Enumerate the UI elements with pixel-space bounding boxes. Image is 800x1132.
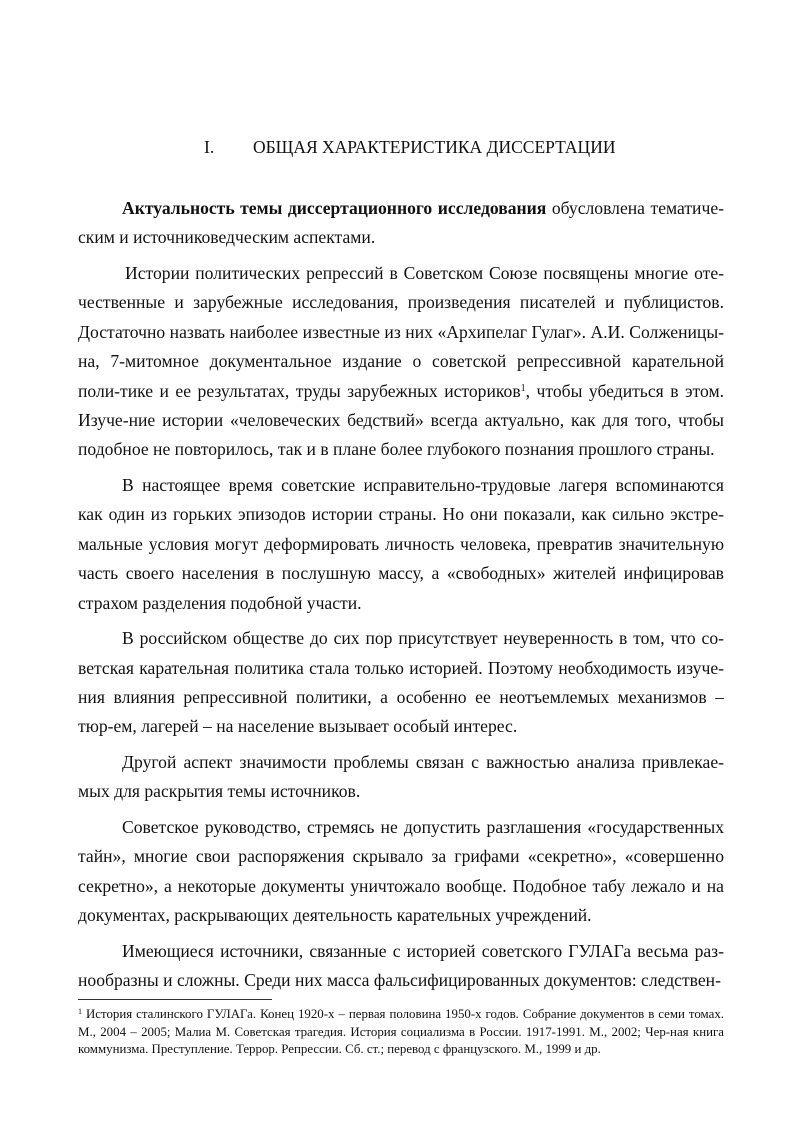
paragraph-relevance bbox=[78, 194, 724, 253]
paragraph-sources-aspect: Другой аспект значимости проблемы связан с важностью анализа привлекае-мых для раскрытия темы источников. bbox=[78, 752, 724, 802]
relevance-bold-lead: Актуальность темы диссертационного исследования bbox=[122, 198, 547, 218]
footnote-text: История сталинского ГУЛАГа. Конец 1920-х – первая половина 1950-х годов. Собрание документов в семи томах. М., 2004 – 2005; Малиа М. Советская трагедия. История социализма в России. 1917-1991. М., 2002; Чер-ная книга коммунизма. Преступление. Террор. Репрессии. Сб. ст.; перевод с французского. М., 1999 и др. bbox=[78, 1007, 724, 1056]
footnote-marker: 1 bbox=[78, 1007, 82, 1016]
relevance-text: обусловлена тематиче-ским и источниковедческим аспектами. bbox=[78, 198, 724, 248]
footnote-reference[interactable]: 1 bbox=[520, 382, 526, 394]
historiography-text-after: , чтобы убедиться в этом. Изуче-ние истории «человеческих бедствий» всегда актуально, как для того, чтобы подобное не повторилось, так и в плане более глубокого познания прошлого страны. bbox=[78, 380, 724, 460]
paragraph-secrecy: Советское руководство, стремясь не допустить разглашения «государственных тайн», многие свои распоряжения скрывало за грифами «секретно», «совершенно секретно», а некоторые документы уничтожало вообще. Подобное табу лежало и на документах, раскрывающих деятельность карательных учреждений. bbox=[78, 817, 724, 926]
paragraph-society: В российском обществе до сих пор присутствует неуверенность в том, что со-ветская карательная политика стала только историей. Поэтому необходимость изуче-ния влияния репрессивной политики, а особенно ее неотъемлемых механизмов – тюр-ем, лагерей – на население вызывает особый интерес. bbox=[78, 628, 724, 737]
body-text bbox=[78, 194, 724, 1002]
paragraph-historiography bbox=[78, 259, 724, 465]
footnote bbox=[78, 1006, 724, 1059]
footnote-divider bbox=[78, 999, 272, 1000]
paragraph-gulag-sources: Имеющиеся источники, связанные с историей советского ГУЛАГа весьма раз-нообразны и сложны. Среди них масса фальсифицированных документов: следствен- bbox=[78, 940, 724, 991]
historiography-text-before: Истории политических репрессий в Советском Союзе посвящены многие оте-чественные и зарубежные исследования, произведения писателей и публицистов. Достаточно назвать наиболее известные из них «Архипелаг Гулаг». А.И. Солженицы-на, 7-митомное документальное издание о советской репрессивной карательной поли-тике и ее результатах, труды зарубежных историков bbox=[78, 263, 724, 401]
section-title: ОБЩАЯ ХАРАКТЕРИСТИКА ДИССЕРТАЦИИ bbox=[253, 137, 616, 157]
section-number: I. bbox=[204, 137, 215, 157]
paragraph-camps: В настоящее время советские исправительно-трудовые лагеря вспоминаются как один из горьких эпизодов истории страны. Но они показали, как сильно экстре-мальные условия могут деформировать личность человека, превратив значительную часть своего населения в послушную массу, а «свободных» жителей инфицировав страхом разделения подобной участи. bbox=[78, 475, 724, 613]
